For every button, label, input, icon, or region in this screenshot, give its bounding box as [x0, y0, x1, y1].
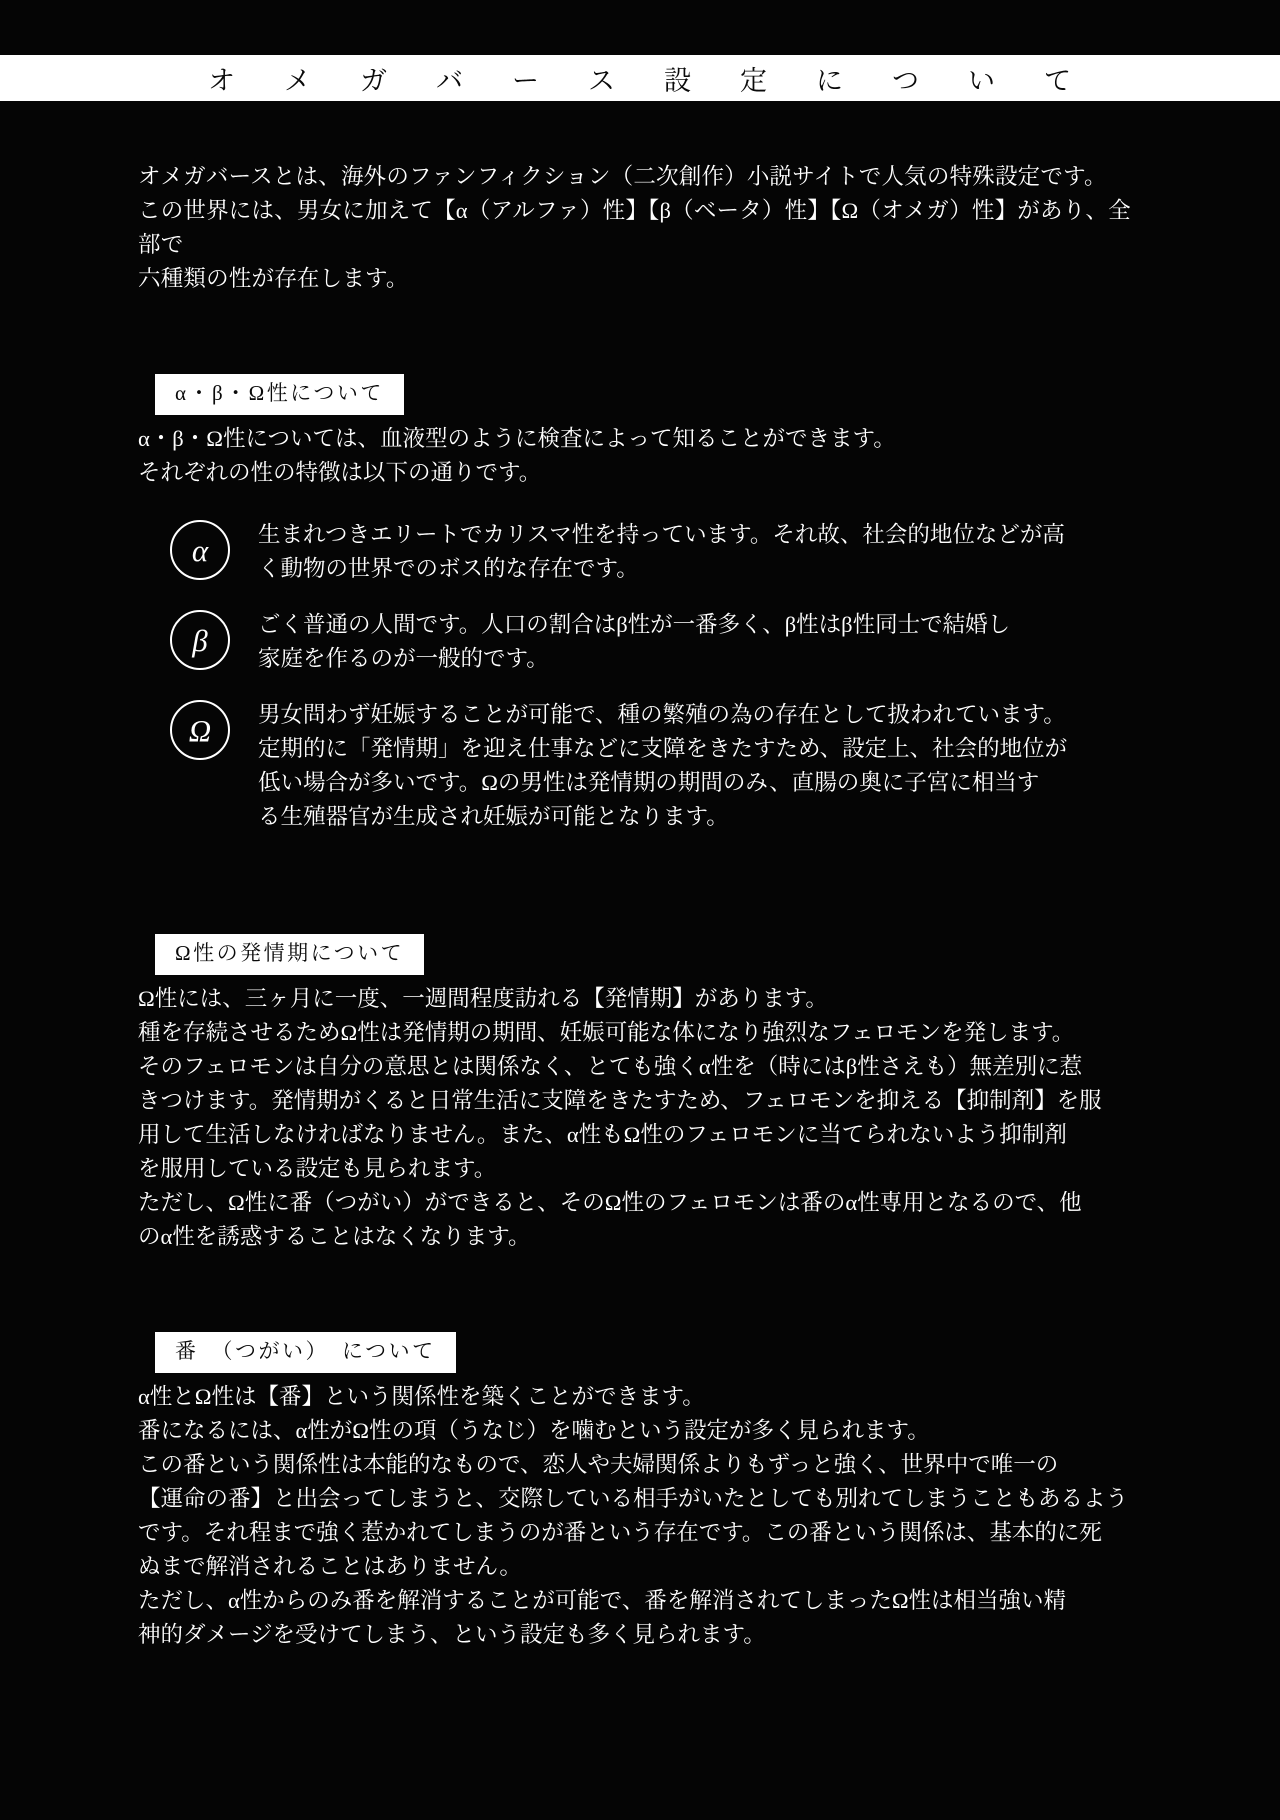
document-body — [0, 160, 1280, 1652]
section-text — [138, 982, 1148, 1254]
trait-row — [170, 698, 1160, 834]
omega-symbol-icon: Ω — [170, 700, 230, 760]
section-abo — [0, 374, 1280, 834]
section-line: 神的ダメージを受けてしまう、という設定も多く見られます。 — [138, 1622, 766, 1647]
section-line: 【運命の番】と出会ってしまうと、交際している相手がいたとしても別れてしまうこともあるよう — [138, 1486, 1129, 1511]
section-line: そのフェロモンは自分の意思とは関係なく、とても強くα性を（時にはβ性さえも）無差別に惹 — [138, 1054, 1083, 1079]
section-line: Ω性には、三ヶ月に一度、一週間程度訪れる【発情期】があります。 — [138, 986, 828, 1011]
trait-line: 定期的に「発情期」を迎え仕事などに支障をきたすため、設定上、社会的地位が — [258, 736, 1068, 761]
section-line: ただし、Ω性に番（つがい）ができると、そのΩ性のフェロモンは番のα性専用となるので、他 — [138, 1190, 1082, 1215]
trait-line: く動物の世界でのボス的な存在です。 — [258, 556, 639, 581]
trait-line: 男女問わず妊娠することが可能で、種の繁殖の為の存在として扱われています。 — [258, 702, 1066, 727]
alpha-symbol-icon: α — [170, 520, 230, 580]
beta-symbol-icon: β — [170, 610, 230, 670]
section-line: 番になるには、α性がΩ性の項（うなじ）を噛むという設定が多く見られます。 — [138, 1418, 930, 1443]
trait-list — [170, 518, 1160, 834]
section-line: のα性を誘惑することはなくなります。 — [138, 1224, 531, 1249]
trait-description — [258, 608, 1128, 676]
section-heading: 番 （つがい） について — [155, 1332, 456, 1373]
section-line: です。それ程まで強く惹かれてしまうのが番という存在です。この番という関係は、基本的に死 — [138, 1520, 1102, 1545]
section-text — [138, 1380, 1148, 1652]
section-heading: α・β・Ω性について — [155, 374, 404, 415]
page-title-banner — [0, 55, 1280, 101]
section-heat — [0, 934, 1280, 1254]
section-text — [138, 422, 1148, 490]
section-line: ただし、α性からのみ番を解消することが可能で、番を解消されてしまったΩ性は相当強い精 — [138, 1588, 1067, 1613]
section-line: 用して生活しなければなりません。また、α性もΩ性のフェロモンに当てられないよう抑制剤 — [138, 1122, 1067, 1147]
section-line: この番という関係性は本能的なもので、恋人や夫婦関係よりもずっと強く、世界中で唯一の — [138, 1452, 1059, 1477]
section-line: 種を存続させるためΩ性は発情期の期間、妊娠可能な体になり強烈なフェロモンを発します。 — [138, 1020, 1075, 1045]
section-line: を服用している設定も見られます。 — [138, 1156, 497, 1181]
trait-line: る生殖器官が生成され妊娠が可能となります。 — [258, 804, 729, 829]
intro-paragraph — [138, 160, 1138, 296]
trait-description — [258, 698, 1128, 834]
intro-line: 六種類の性が存在します。 — [138, 266, 409, 291]
section-line: きつけます。発情期がくると日常生活に支障をきたすため、フェロモンを抑える【抑制剤】を服 — [138, 1088, 1102, 1113]
section-mate — [0, 1332, 1280, 1652]
trait-row — [170, 608, 1160, 676]
trait-line: 生まれつきエリートでカリスマ性を持っています。それ故、社会的地位などが高 — [258, 522, 1065, 547]
section-line: α性とΩ性は【番】という関係性を築くことができます。 — [138, 1384, 705, 1409]
trait-line: ごく普通の人間です。人口の割合はβ性が一番多く、β性はβ性同士で結婚し — [258, 612, 1011, 637]
section-line: α・β・Ω性については、血液型のように検査によって知ることができます。 — [138, 426, 896, 451]
trait-line: 低い場合が多いです。Ωの男性は発情期の期間のみ、直腸の奥に子宮に相当す — [258, 770, 1040, 795]
section-line: それぞれの性の特徴は以下の通りです。 — [138, 460, 542, 485]
section-line: ぬまで解消されることはありません。 — [138, 1554, 522, 1579]
intro-line: オメガバースとは、海外のファンフィクション（二次創作）小説サイトで人気の特殊設定です。 — [138, 164, 1107, 189]
section-heading: Ω性の発情期について — [155, 934, 424, 975]
trait-line: 家庭を作るのが一般的です。 — [258, 646, 549, 671]
intro-line: この世界には、男女に加えて【α（アルファ）性】【β（ベータ）性】【Ω（オメガ）性】があり、全部で — [138, 198, 1131, 257]
trait-description — [258, 518, 1128, 586]
page-title: オ メ ガ バ ー ス 設 定 に つ い て — [208, 65, 1082, 96]
trait-row — [170, 518, 1160, 586]
